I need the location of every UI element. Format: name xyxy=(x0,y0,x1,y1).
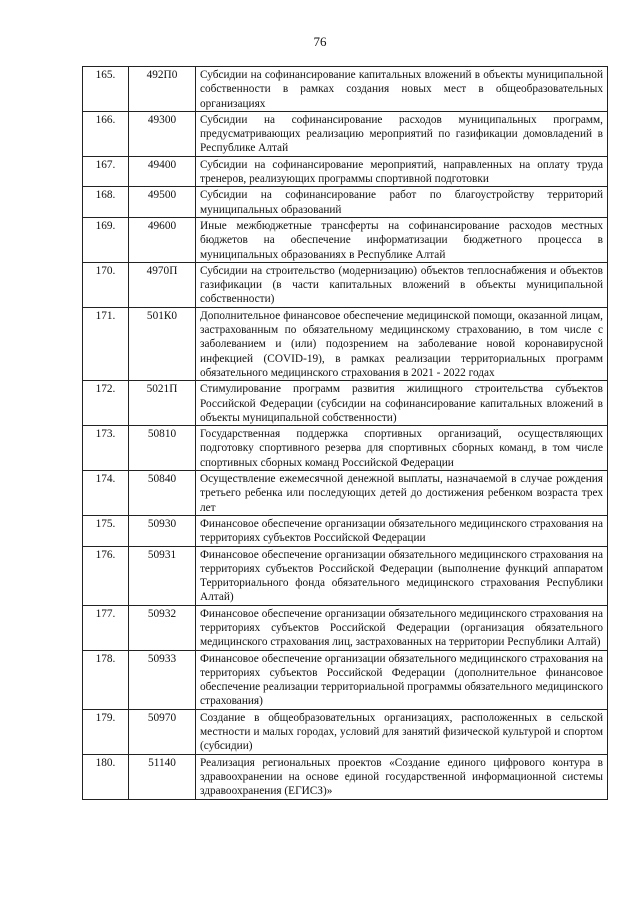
table-row xyxy=(83,471,608,516)
row-number-cell: 165. xyxy=(83,67,129,112)
target-code-cell: 50931 xyxy=(129,546,196,605)
description-cell: Финансовое обеспечение организации обязательного медицинского страхования на территориях субъектов Российской Федерации (дополнительное финансовое обеспечение реализации территориальной программы обязательного медицинского страхования) xyxy=(196,650,608,709)
description-cell: Субсидии на софинансирование расходов муниципальных программ, предусматривающих реализацию мероприятий по газификации домовладений в Республике Алтай xyxy=(196,111,608,156)
page-number: 76 xyxy=(313,34,327,49)
description-cell: Стимулирование программ развития жилищного строительства субъектов Российской Федерации (субсидии на софинансирование капитальных вложений в объекты муниципальной собственности) xyxy=(196,381,608,426)
target-code-cell: 50970 xyxy=(129,709,196,754)
row-number-cell: 167. xyxy=(83,156,129,187)
row-number-cell: 169. xyxy=(83,217,129,262)
table-row xyxy=(83,650,608,709)
target-code-cell: 49500 xyxy=(129,187,196,218)
table-row xyxy=(83,515,608,546)
table-row xyxy=(83,426,608,471)
target-code-cell: 51140 xyxy=(129,754,196,799)
row-number-cell: 173. xyxy=(83,426,129,471)
table-row xyxy=(83,307,608,380)
description-cell: Финансовое обеспечение организации обязательного медицинского страхования на территориях субъектов Российской Федерации (организация обязательного медицинского страхования лиц, застрахованных на территории Республики Алтай) xyxy=(196,605,608,650)
table-row xyxy=(83,709,608,754)
row-number-cell: 166. xyxy=(83,111,129,156)
table-row xyxy=(83,111,608,156)
target-code-cell: 4970П xyxy=(129,262,196,307)
target-code-cell: 50810 xyxy=(129,426,196,471)
row-number-cell: 174. xyxy=(83,471,129,516)
table-row xyxy=(83,754,608,799)
table-row xyxy=(83,262,608,307)
target-code-cell: 50933 xyxy=(129,650,196,709)
description-cell: Субсидии на софинансирование капитальных вложений в объекты муниципальной собственности в рамках создания новых мест в общеобразовательных организациях xyxy=(196,67,608,112)
description-cell: Субсидии на софинансирование мероприятий, направленных на оплату труда тренеров, реализующих программы спортивной подготовки xyxy=(196,156,608,187)
table-row xyxy=(83,546,608,605)
row-number-cell: 180. xyxy=(83,754,129,799)
description-cell: Финансовое обеспечение организации обязательного медицинского страхования на территориях субъектов Российской Федерации xyxy=(196,515,608,546)
description-cell: Субсидии на строительство (модернизацию) объектов теплоснабжения и объектов газификации (в части капитальных вложений в объекты муниципальной собственности) xyxy=(196,262,608,307)
description-cell: Дополнительное финансовое обеспечение медицинской помощи, оказанной лицам, застрахованным по обязательному медицинскому страхованию, в том числе с заболеванием и (или) подозрением на заболевание новой коронавирусной инфекцией (COVID-19), в рамках реализации территориальных программ обязательного медицинского страхования в 2021 - 2022 годах xyxy=(196,307,608,380)
target-code-cell: 5021П xyxy=(129,381,196,426)
table-row xyxy=(83,156,608,187)
description-cell: Финансовое обеспечение организации обязательного медицинского страхования на территориях субъектов Российской Федерации (выполнение функций аппаратом Территориального фонда обязательного медицинского страхования Республики Алтай) xyxy=(196,546,608,605)
table-row xyxy=(83,605,608,650)
table-body xyxy=(83,67,608,800)
table-row xyxy=(83,187,608,218)
row-number-cell: 172. xyxy=(83,381,129,426)
row-number-cell: 171. xyxy=(83,307,129,380)
target-code-cell: 50840 xyxy=(129,471,196,516)
table-row xyxy=(83,217,608,262)
description-cell: Создание в общеобразовательных организациях, расположенных в сельской местности и малых городах, условий для занятий физической культурой и спортом (субсидии) xyxy=(196,709,608,754)
row-number-cell: 175. xyxy=(83,515,129,546)
description-cell: Реализация региональных проектов «Создание единого цифрового контура в здравоохранении на основе единой государственной информационной системы здравоохранения (ЕГИСЗ)» xyxy=(196,754,608,799)
row-number-cell: 168. xyxy=(83,187,129,218)
description-cell: Иные межбюджетные трансферты на софинансирование расходов местных бюджетов на обеспечение информатизации бюджетного процесса в муниципальных образованиях в Республике Алтай xyxy=(196,217,608,262)
row-number-cell: 177. xyxy=(83,605,129,650)
target-code-cell: 49600 xyxy=(129,217,196,262)
target-code-cell: 492П0 xyxy=(129,67,196,112)
budget-codes-table xyxy=(82,66,608,800)
description-cell: Субсидии на софинансирование работ по благоустройству территорий муниципальных образований xyxy=(196,187,608,218)
row-number-cell: 176. xyxy=(83,546,129,605)
target-code-cell: 49300 xyxy=(129,111,196,156)
description-cell: Государственная поддержка спортивных организаций, осуществляющих подготовку спортивного резерва для спортивных сборных команд, в том числе спортивных сборных команд Российской Федерации xyxy=(196,426,608,471)
row-number-cell: 178. xyxy=(83,650,129,709)
target-code-cell: 50930 xyxy=(129,515,196,546)
description-cell: Осуществление ежемесячной денежной выплаты, назначаемой в случае рождения третьего ребенка или последующих детей до достижения ребенком возраста трех лет xyxy=(196,471,608,516)
target-code-cell: 50932 xyxy=(129,605,196,650)
row-number-cell: 170. xyxy=(83,262,129,307)
target-code-cell: 49400 xyxy=(129,156,196,187)
table-row xyxy=(83,381,608,426)
row-number-cell: 179. xyxy=(83,709,129,754)
table-row xyxy=(83,67,608,112)
target-code-cell: 501К0 xyxy=(129,307,196,380)
